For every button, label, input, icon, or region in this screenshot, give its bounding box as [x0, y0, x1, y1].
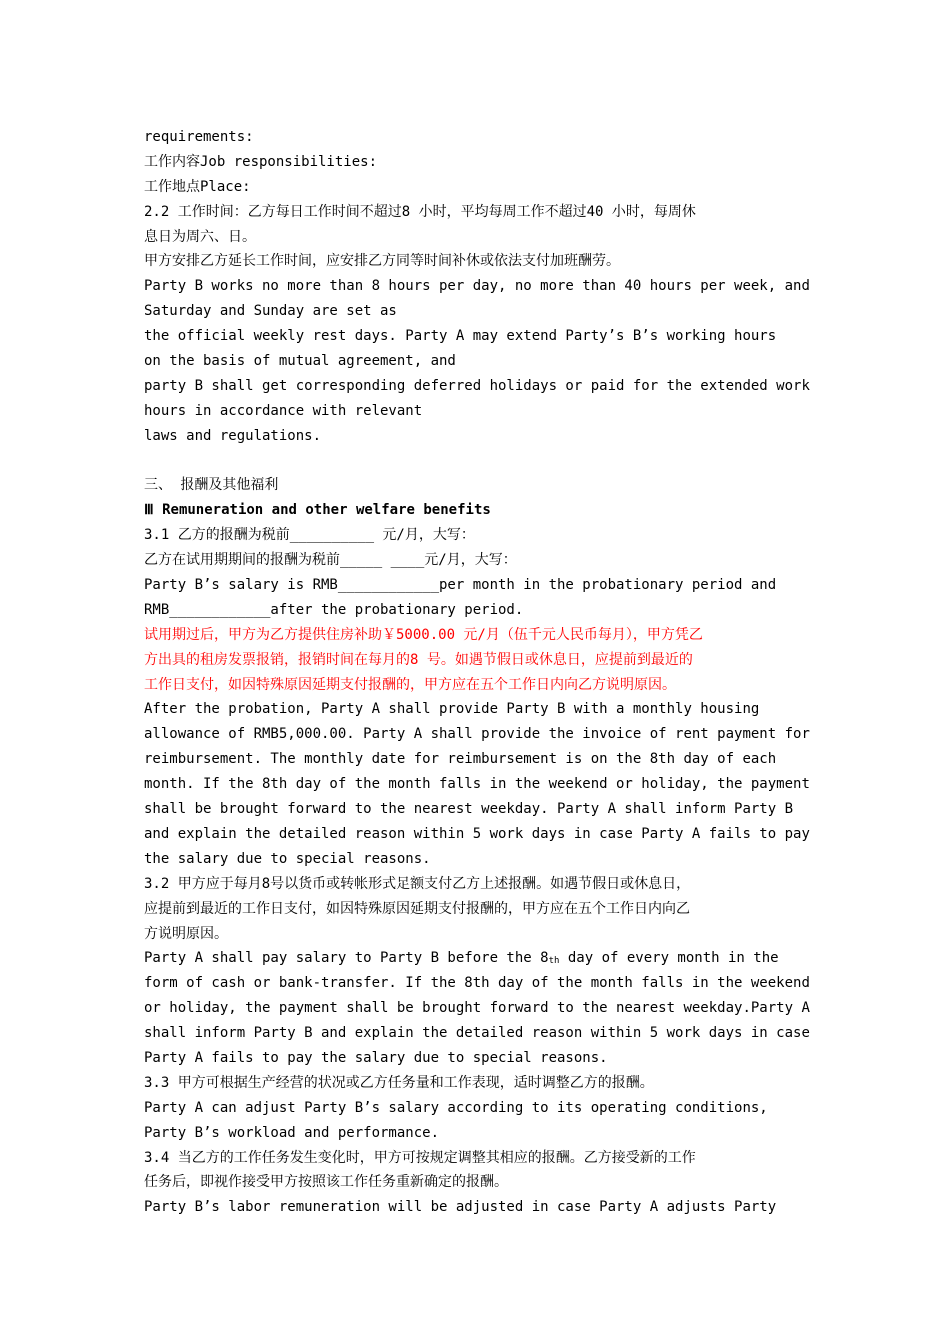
payment-date-en-line: or holiday, the payment shall be brought forward to the nearest weekday.Party A: [144, 1000, 810, 1017]
housing-allowance-en-line: allowance of RMB5,000.00. Party A shall provide the invoice of rent payment for: [144, 726, 810, 743]
payment-date-en-line: [144, 946, 814, 971]
task-change-en-line: Party B’s labor remuneration will be adjusted in case Party A adjusts Party: [144, 1199, 777, 1216]
working-hours-cn-line: 甲方安排乙方延长工作时间，应安排乙方同等时间补休或依法支付加班酬劳。: [144, 253, 620, 270]
housing-allowance-cn-line: 方出具的租房发票报销，报销时间在每月的8 号。如遇节假日或休息日，应提前到最近的: [144, 651, 693, 668]
section-heading-cn: 三、 报酬及其他福利: [144, 477, 279, 494]
housing-allowance-en-line: the salary due to special reasons.: [144, 850, 431, 867]
working-hours-en-line: hours in accordance with relevant: [144, 402, 423, 419]
payment-date-en-line: Party A fails to pay the salary due to special reasons.: [144, 1049, 608, 1066]
working-hours-en-line: the official weekly rest days. Party A may extend Party’s B’s working hours: [144, 328, 777, 345]
housing-allowance-en-line: month. If the 8th day of the month falls in the weekend or holiday, the payment: [144, 776, 810, 793]
salary-adjust-cn-line: 3.3 甲方可根据生产经营的状况或乙方任务量和工作表现，适时调整乙方的报酬。: [144, 1074, 654, 1091]
housing-allowance-en-line: reimbursement. The monthly date for reimbursement is on the 8th day of each: [144, 751, 777, 768]
payment-date-en-line: form of cash or bank-transfer. If the 8th day of the month falls in the weekend: [144, 975, 810, 992]
task-change-cn-line: 任务后，即视作接受甲方按照该工作任务重新确定的报酬。: [144, 1174, 508, 1191]
payment-date-cn-line: 方说明原因。: [144, 925, 228, 942]
housing-allowance-cn-line: 工作日支付，如因特殊原因延期支付报酬的，甲方应在五个工作日内向乙方说明原因。: [144, 676, 676, 693]
working-hours-en-line: on the basis of mutual agreement, and: [144, 353, 456, 370]
salary-adjust-en-line: Party B’s workload and performance.: [144, 1124, 440, 1141]
working-hours-cn-line: 息日为周六、日。: [144, 228, 256, 245]
working-hours-en-line: laws and regulations.: [144, 427, 322, 444]
payment-date-cn-line: 应提前到最近的工作日支付，如因特殊原因延期支付报酬的，甲方应在五个工作日内向乙: [144, 900, 690, 917]
housing-allowance-en-line: After the probation, Party A shall provide Party B with a monthly housing: [144, 701, 760, 718]
salary-en-line: Party B’s salary is RMB____________per month in the probationary period and: [144, 577, 777, 594]
payment-date-cn-line: 3.2 甲方应于每月8号以货币或转帐形式足额支付乙方上述报酬。如遇节假日或休息日，: [144, 875, 691, 892]
salary-cn-line: 乙方在试用期期间的报酬为税前_____ ____元/月，大写：: [144, 552, 517, 569]
payment-date-en-text: day of every month in the: [559, 950, 779, 967]
paragraph-spacer: [144, 449, 814, 474]
place-label: 工作地点Place:: [144, 178, 251, 195]
payment-date-en-line: shall inform Party B and explain the detailed reason within 5 work days in case: [144, 1025, 810, 1042]
salary-cn-line: 3.1 乙方的报酬为税前__________ 元/月，大写：: [144, 527, 475, 544]
section-heading-en: Ⅲ Remuneration and other welfare benefits: [144, 502, 491, 519]
salary-adjust-en-line: Party A can adjust Party B’s salary according to its operating conditions,: [144, 1099, 768, 1116]
job-responsibilities-label: 工作内容Job responsibilities:: [144, 153, 378, 170]
ordinal-suffix: th: [548, 956, 560, 967]
requirements-label: requirements:: [144, 129, 254, 145]
contract-page: [144, 125, 814, 1220]
working-hours-cn-line: 2.2 工作时间：乙方每日工作时间不超过8 小时，平均每周工作不超过40 小时，每周休: [144, 203, 696, 220]
housing-allowance-en-line: shall be brought forward to the nearest weekday. Party A shall inform Party B: [144, 801, 794, 818]
working-hours-en-line: party B shall get corresponding deferred holidays or paid for the extended work: [144, 377, 810, 394]
housing-allowance-cn-line: 试用期过后，甲方为乙方提供住房补助￥5000.00 元/月（伍千元人民币每月），甲方凭乙: [144, 626, 703, 643]
payment-date-en-text: Party A shall pay salary to Party B before the 8: [144, 950, 549, 967]
task-change-cn-line: 3.4 当乙方的工作任务发生变化时，甲方可按规定调整其相应的报酬。乙方接受新的工作: [144, 1149, 696, 1166]
salary-en-line: RMB____________after the probationary period.: [144, 601, 524, 618]
working-hours-en-line: Saturday and Sunday are set as: [144, 303, 397, 320]
working-hours-en-line: Party B works no more than 8 hours per day, no more than 40 hours per week, and: [144, 278, 810, 295]
housing-allowance-en-line: and explain the detailed reason within 5 work days in case Party A fails to pay: [144, 825, 810, 842]
